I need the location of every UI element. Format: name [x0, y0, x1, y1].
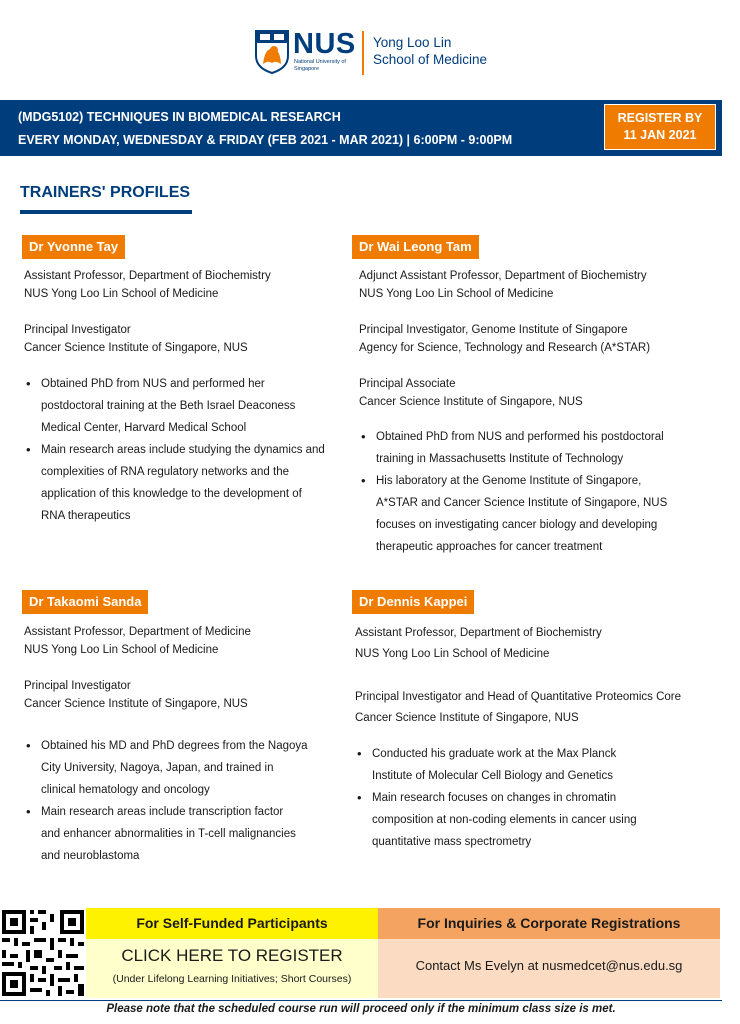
role-line: Principal Associate — [359, 378, 456, 390]
bullet-line: • Obtained his MD and PhD degrees from the Nagoya — [41, 740, 308, 752]
trainer-role — [24, 321, 344, 357]
bullet-line: • Main research areas include studying the dynamics and — [41, 444, 325, 456]
register-by-label: REGISTER BY — [617, 111, 703, 125]
trainer-name-tag: Dr Takaomi Sanda — [22, 590, 148, 614]
trainer-role — [24, 623, 344, 659]
role-line: NUS Yong Loo Lin School of Medicine — [359, 288, 554, 300]
trainer-role — [355, 687, 720, 729]
role-line: Agency for Science, Technology and Research (A*STAR) — [359, 342, 651, 354]
logo-divider — [362, 31, 364, 75]
click-here-to-register-link[interactable]: CLICK HERE TO REGISTER — [121, 946, 343, 965]
bullet-item — [355, 743, 720, 787]
section-title: TRAINERS' PROFILES — [20, 184, 191, 201]
bullet-item — [355, 787, 720, 853]
course-title: (MDG5102) TECHNIQUES IN BIOMEDICAL RESEARCH — [18, 110, 341, 124]
role-line: Principal Investigator — [24, 680, 131, 692]
nus-logo-text: NUS — [293, 28, 356, 60]
role-line: Cancer Science Institute of Singapore, NUS — [24, 342, 248, 354]
bullet-line: • Main research focuses on changes in chromatin — [372, 792, 617, 804]
trainer-role — [359, 267, 719, 303]
trainer-bullets — [359, 426, 719, 558]
bullet-line: application of this knowledge to the development of — [41, 488, 302, 500]
inquiries-heading: For Inquiries & Corporate Registrations — [378, 908, 720, 939]
register-by-date: 11 JAN 2021 — [623, 128, 697, 142]
trainer-bullets — [355, 743, 720, 853]
bullet-line: RNA therapeutics — [41, 510, 131, 522]
footer-divider — [0, 1000, 722, 1001]
section-underline — [20, 210, 192, 214]
bullet-item — [24, 439, 344, 527]
bullet-item — [359, 426, 719, 470]
school-name — [373, 34, 487, 68]
role-line: Principal Investigator, Genome Institute of Singapore — [359, 324, 628, 336]
bullet-line: City University, Nagoya, Japan, and trained in — [41, 762, 274, 774]
school-name-line1: Yong Loo Lin — [373, 35, 452, 50]
bullet-line: focuses on investigating cancer biology and developing — [376, 519, 658, 531]
trainer-profile — [359, 267, 719, 558]
bullet-line: clinical hematology and oncology — [41, 784, 210, 796]
contact-email-text[interactable]: Contact Ms Evelyn at nusmedcet@nus.edu.sg — [415, 958, 683, 973]
trainer-bullets — [24, 735, 344, 867]
school-name-line2: School of Medicine — [373, 52, 488, 67]
minimum-class-size-note: Please note that the scheduled course run will proceed only if the minimum class size is met. — [106, 1003, 616, 1015]
register-by-badge — [604, 104, 716, 150]
trainer-profile — [24, 267, 344, 527]
trainer-role — [359, 375, 719, 411]
nus-logo-subtext: National University of Singapore — [294, 59, 346, 72]
bullet-line: postdoctoral training at the Beth Israel Deaconess — [41, 400, 296, 412]
bullet-line: therapeutic approaches for cancer treatment — [376, 541, 603, 553]
bullet-line: Institute of Molecular Cell Biology and Genetics — [372, 770, 613, 782]
bullet-line: training in Massachusetts Institute of Technology — [376, 453, 624, 465]
role-line: Principal Investigator and Head of Quantitative Proteomics Core — [355, 691, 681, 703]
role-line: NUS Yong Loo Lin School of Medicine — [24, 644, 219, 656]
trainer-profile — [355, 623, 720, 853]
bullet-item — [24, 801, 344, 867]
trainer-name-tag: Dr Wai Leong Tam — [352, 235, 479, 259]
bullet-line: • Obtained PhD from NUS and performed his postdoctoral — [376, 431, 664, 443]
bullet-line: • Conducted his graduate work at the Max Planck — [372, 748, 617, 760]
bullet-line: • Main research areas include transcription factor — [41, 806, 284, 818]
qr-code[interactable] — [0, 908, 86, 998]
role-line: Assistant Professor, Department of Biochemistry — [355, 627, 602, 639]
trainer-profile — [24, 623, 344, 867]
course-schedule: EVERY MONDAY, WEDNESDAY & FRIDAY (FEB 2021 - MAR 2021) | 6:00PM - 9:00PM — [18, 133, 513, 147]
role-line: Principal Investigator — [24, 324, 131, 336]
role-line: Assistant Professor, Department of Biochemistry — [24, 270, 271, 282]
role-line: Adjunct Assistant Professor, Department of Biochemistry — [359, 270, 647, 282]
bullet-line: • His laboratory at the Genome Institute of Singapore, — [376, 475, 642, 487]
bullet-line: and enhancer abnormalities in T-cell malignancies — [41, 828, 296, 840]
trainer-role — [359, 321, 719, 357]
trainer-name-tag: Dr Dennis Kappei — [352, 590, 474, 614]
role-line: Cancer Science Institute of Singapore, NUS — [359, 396, 583, 408]
bullet-line: Medical Center, Harvard Medical School — [41, 422, 247, 434]
bullet-line: and neuroblastoma — [41, 850, 140, 862]
bullet-item — [24, 373, 344, 439]
role-line: Cancer Science Institute of Singapore, NUS — [24, 698, 248, 710]
role-line: Assistant Professor, Department of Medicine — [24, 626, 251, 638]
trainer-bullets — [24, 373, 344, 527]
self-funded-heading: For Self-Funded Participants — [86, 908, 378, 939]
bullet-line: A*STAR and Cancer Science Institute of Singapore, NUS — [376, 497, 668, 509]
bullet-item — [359, 470, 719, 558]
trainer-name-tag: Dr Yvonne Tay — [22, 235, 125, 259]
nus-crest-logo — [255, 30, 289, 74]
bullet-line: quantitative mass spectrometry — [372, 836, 532, 848]
bullet-line: • Obtained PhD from NUS and performed her — [41, 378, 265, 390]
register-link-subtext: (Under Lifelong Learning Initiatives; Short Courses) — [112, 973, 352, 985]
trainer-role — [24, 267, 344, 303]
role-line: NUS Yong Loo Lin School of Medicine — [355, 648, 550, 660]
bullet-item — [24, 735, 344, 801]
trainer-role — [355, 623, 720, 665]
bullet-line: complexities of RNA regulatory networks and the — [41, 466, 290, 478]
trainer-role — [24, 677, 344, 713]
role-line: NUS Yong Loo Lin School of Medicine — [24, 288, 219, 300]
role-line: Cancer Science Institute of Singapore, NUS — [355, 712, 579, 724]
bullet-line: composition at non-coding elements in cancer using — [372, 814, 637, 826]
